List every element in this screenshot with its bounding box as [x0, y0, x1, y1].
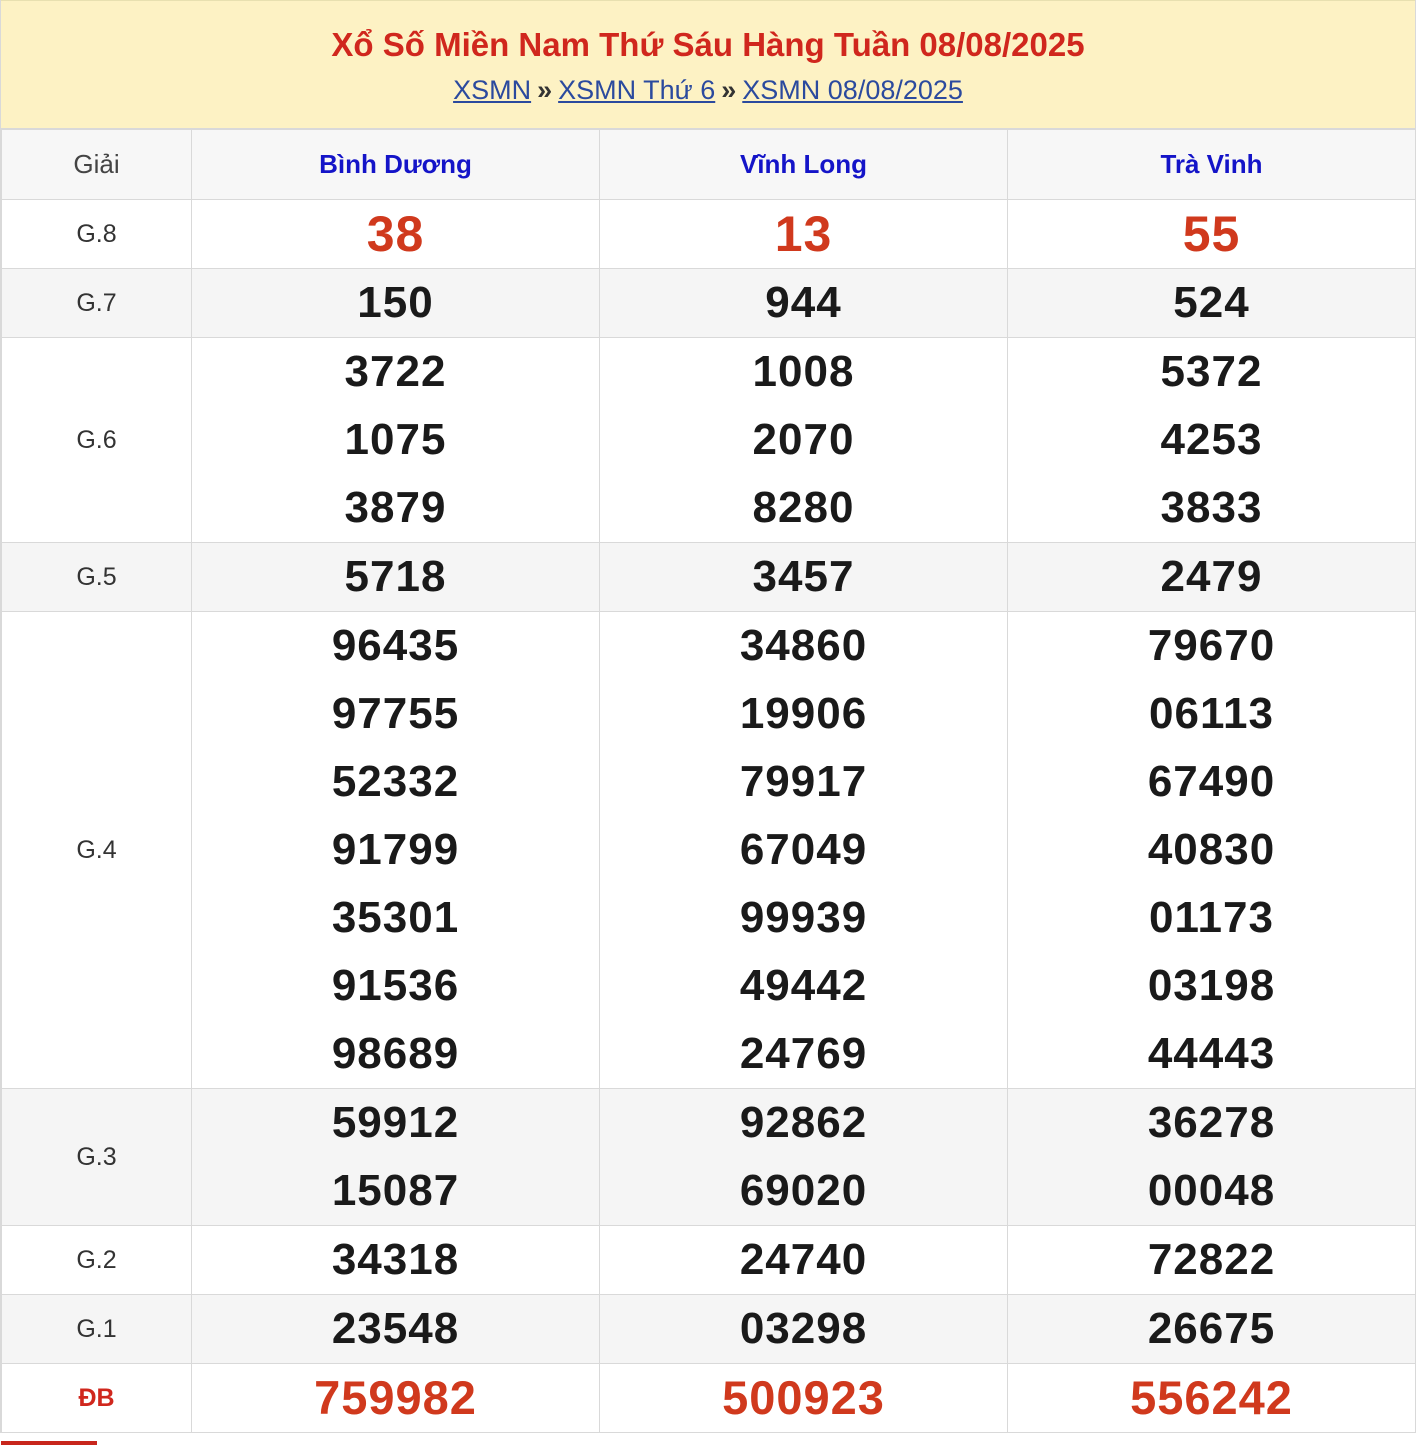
- prize-label: G.3: [2, 1089, 192, 1226]
- prize-label: G.4: [2, 612, 192, 1089]
- winning-number: 26675: [1147, 1304, 1276, 1353]
- prize-label: ĐB: [2, 1364, 192, 1433]
- province-header-binh-duong[interactable]: Bình Dương: [192, 130, 600, 200]
- winning-number: 98689: [331, 1029, 460, 1078]
- winning-number: 15087: [331, 1166, 460, 1215]
- prize-cell: [1008, 1089, 1416, 1226]
- winning-number: 19906: [739, 689, 868, 738]
- winning-number: 5372: [1160, 347, 1263, 396]
- accent-bar: [1, 1441, 97, 1445]
- prize-cell: [1008, 543, 1416, 612]
- table-row: [2, 1295, 1416, 1364]
- prize-cell: [600, 1364, 1008, 1433]
- winning-number: 23548: [331, 1304, 460, 1353]
- breadcrumb-link-xsmn-thu6[interactable]: XSMN Thứ 6: [558, 75, 716, 105]
- prize-label: G.6: [2, 338, 192, 543]
- prize-label: G.2: [2, 1226, 192, 1295]
- winning-number: 8280: [752, 483, 855, 532]
- winning-number: 2070: [752, 415, 855, 464]
- prize-cell: [192, 1295, 600, 1364]
- winning-number: 00048: [1147, 1166, 1276, 1215]
- results-header: [1, 0, 1415, 129]
- winning-number: 96435: [331, 621, 460, 670]
- winning-number: 24740: [739, 1235, 868, 1284]
- table-row: [2, 200, 1416, 269]
- winning-number: 34860: [739, 621, 868, 670]
- winning-number: 1008: [752, 347, 855, 396]
- winning-number: 67049: [739, 825, 868, 874]
- prize-rows: [2, 200, 1416, 1433]
- winning-number: 44443: [1147, 1029, 1276, 1078]
- winning-number: 69020: [739, 1166, 868, 1215]
- winning-number: 4253: [1160, 415, 1263, 464]
- prize-label: G.7: [2, 269, 192, 338]
- winning-number: 40830: [1147, 825, 1276, 874]
- prize-cell: [600, 1226, 1008, 1295]
- prize-label: G.5: [2, 543, 192, 612]
- results-table: [1, 129, 1416, 1433]
- table-row: [2, 1364, 1416, 1433]
- winning-number: 06113: [1149, 689, 1274, 738]
- breadcrumb-separator: »: [721, 75, 737, 105]
- prize-cell: [600, 612, 1008, 1089]
- winning-number: 759982: [314, 1371, 477, 1424]
- table-row: [2, 1226, 1416, 1295]
- prize-label: G.8: [2, 200, 192, 269]
- winning-number: 3457: [752, 552, 855, 601]
- province-header-vinh-long[interactable]: Vĩnh Long: [600, 130, 1008, 200]
- prize-cell: [1008, 269, 1416, 338]
- winning-number: 79917: [739, 757, 868, 806]
- winning-number: 1075: [344, 415, 447, 464]
- winning-number: 3722: [344, 347, 447, 396]
- prize-cell: [600, 338, 1008, 543]
- prize-cell: [1008, 1226, 1416, 1295]
- page-title: Xổ Số Miền Nam Thứ Sáu Hàng Tuần 08/08/2025: [331, 26, 1085, 63]
- prize-cell: [600, 1089, 1008, 1226]
- prize-cell: [192, 269, 600, 338]
- winning-number: 38: [366, 206, 425, 262]
- winning-number: 944: [765, 278, 842, 327]
- prize-cell: [192, 1089, 600, 1226]
- winning-number: 2479: [1160, 552, 1263, 601]
- winning-number: 52332: [331, 757, 460, 806]
- table-row: [2, 338, 1416, 543]
- table-row: [2, 543, 1416, 612]
- table-row: [2, 612, 1416, 1089]
- prize-label: G.1: [2, 1295, 192, 1364]
- prize-cell: [600, 1295, 1008, 1364]
- prize-cell: [192, 200, 600, 269]
- winning-number: 72822: [1147, 1235, 1276, 1284]
- prize-cell: [1008, 200, 1416, 269]
- winning-number: 5718: [344, 552, 447, 601]
- prize-cell: [600, 543, 1008, 612]
- prize-cell: [192, 338, 600, 543]
- breadcrumb: [1, 73, 1415, 107]
- winning-number: 01173: [1149, 893, 1274, 942]
- winning-number: 59912: [331, 1098, 460, 1147]
- winning-number: 91799: [331, 825, 460, 874]
- winning-number: 24769: [739, 1029, 868, 1078]
- winning-number: 92862: [739, 1098, 868, 1147]
- winning-number: 03298: [739, 1304, 868, 1353]
- breadcrumb-link-xsmn-date[interactable]: XSMN 08/08/2025: [742, 75, 963, 105]
- prize-cell: [600, 200, 1008, 269]
- table-row: [2, 269, 1416, 338]
- province-header-tra-vinh[interactable]: Trà Vinh: [1008, 130, 1416, 200]
- prize-cell: [192, 543, 600, 612]
- winning-number: 524: [1173, 278, 1250, 327]
- winning-number: 36278: [1147, 1098, 1276, 1147]
- winning-number: 49442: [739, 961, 868, 1010]
- winning-number: 13: [774, 206, 833, 262]
- prize-cell: [1008, 612, 1416, 1089]
- winning-number: 556242: [1130, 1371, 1293, 1424]
- winning-number: 3833: [1160, 483, 1263, 532]
- winning-number: 99939: [739, 893, 868, 942]
- winning-number: 91536: [331, 961, 460, 1010]
- table-header-row: [2, 130, 1416, 200]
- winning-number: 34318: [331, 1235, 460, 1284]
- table-row: [2, 1089, 1416, 1226]
- winning-number: 35301: [331, 893, 460, 942]
- winning-number: 500923: [722, 1371, 885, 1424]
- prize-cell: [1008, 338, 1416, 543]
- winning-number: 3879: [344, 483, 447, 532]
- prize-cell: [192, 612, 600, 1089]
- winning-number: 03198: [1147, 961, 1276, 1010]
- prize-cell: [600, 269, 1008, 338]
- winning-number: 67490: [1147, 757, 1276, 806]
- winning-number: 55: [1182, 206, 1241, 262]
- prize-cell: [1008, 1295, 1416, 1364]
- winning-number: 97755: [331, 689, 460, 738]
- breadcrumb-separator: »: [537, 75, 553, 105]
- prize-column-header: Giải: [2, 130, 192, 200]
- prize-cell: [192, 1226, 600, 1295]
- winning-number: 79670: [1147, 621, 1276, 670]
- winning-number: 150: [357, 278, 434, 327]
- prize-cell: [1008, 1364, 1416, 1433]
- breadcrumb-link-xsmn[interactable]: XSMN: [453, 75, 532, 105]
- prize-cell: [192, 1364, 600, 1433]
